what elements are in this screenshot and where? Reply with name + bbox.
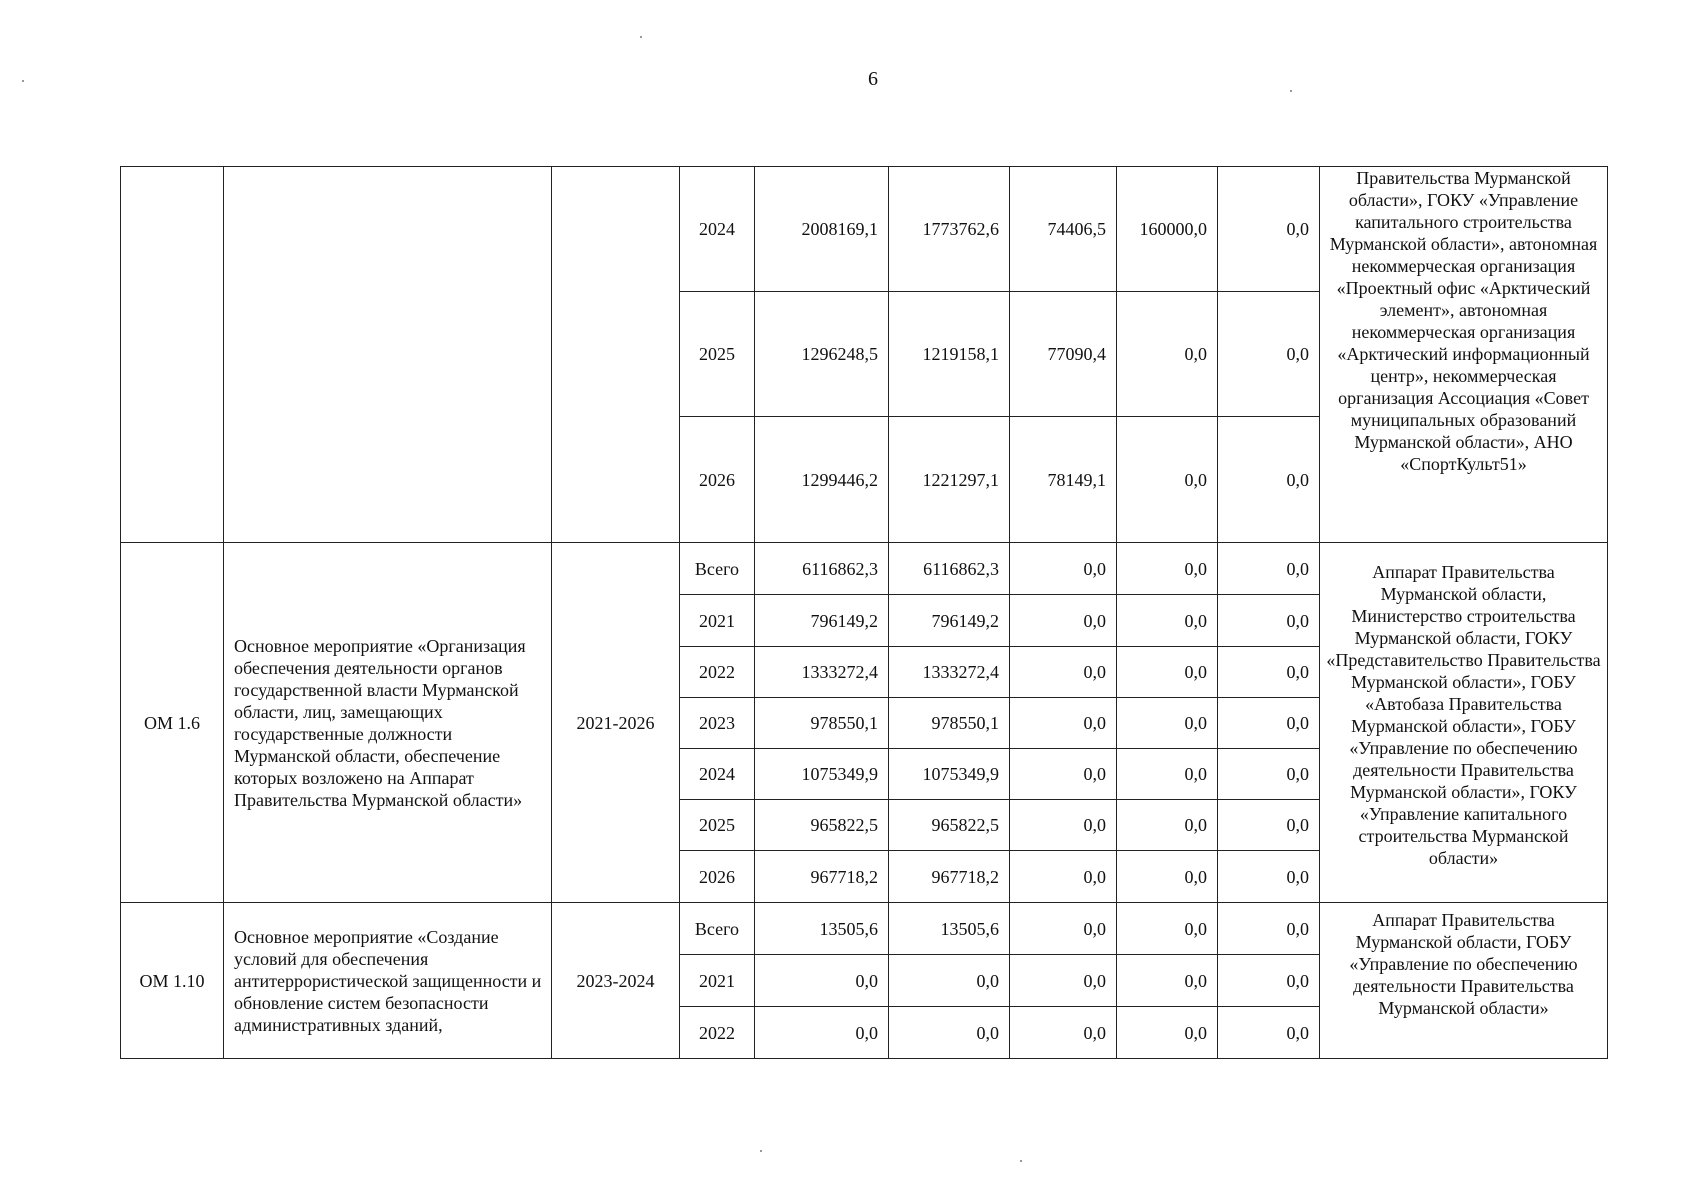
total-cell: 1333272,4 (755, 647, 889, 698)
value-cell: 1333272,4 (889, 647, 1010, 698)
total-cell: 978550,1 (755, 698, 889, 749)
total-cell: 0,0 (755, 955, 889, 1007)
value-cell: 0,0 (1218, 595, 1320, 647)
year-cell: 2021 (680, 955, 755, 1007)
value-cell: 0,0 (1218, 167, 1320, 292)
code-cell: ОМ 1.6 (121, 543, 224, 903)
value-cell: 0,0 (1117, 698, 1218, 749)
value-cell: 0,0 (1218, 698, 1320, 749)
value-cell: 1219158,1 (889, 292, 1010, 417)
scan-speck (1020, 1160, 1022, 1162)
year-cell: 2022 (680, 647, 755, 698)
scan-speck (760, 1150, 762, 1152)
value-cell: 0,0 (1117, 647, 1218, 698)
value-cell: 0,0 (1010, 595, 1117, 647)
name-cell: Основное мероприятие «Организация обеспечения деятельности органов государственной власти Мурманской области, лиц, замещающих государственные должности Мурманской области, обеспечение которых возложено на Аппарат Правительства Мурманской области» (224, 543, 552, 903)
value-cell: 965822,5 (889, 800, 1010, 851)
year-cell: Всего (680, 543, 755, 595)
year-cell: 2024 (680, 167, 755, 292)
executor-cell: Аппарат Правительства Мурманской области, Министерство строительства Мурманской области, ГОКУ «Представительство Правительства Мурманской области», ГОБУ «Автобаза Правительства Мурманской области», ГОБУ «Управление по обеспечению деятельности Правительства Мурманской области», ГОКУ «Управление капитального строительства Мурманской области» (1320, 543, 1608, 903)
year-cell: 2026 (680, 417, 755, 543)
value-cell: 0,0 (1218, 647, 1320, 698)
year-cell: 2023 (680, 698, 755, 749)
value-cell: 0,0 (1010, 647, 1117, 698)
code-cell: ОМ 1.10 (121, 903, 224, 1059)
value-cell: 0,0 (1117, 417, 1218, 543)
table-row (121, 903, 1608, 955)
period-cell: 2023-2024 (552, 903, 680, 1059)
value-cell: 0,0 (1010, 698, 1117, 749)
value-cell: 0,0 (1218, 800, 1320, 851)
value-cell: 0,0 (1117, 903, 1218, 955)
total-cell: 13505,6 (755, 903, 889, 955)
total-cell: 0,0 (755, 1007, 889, 1059)
value-cell: 0,0 (1218, 417, 1320, 543)
total-cell: 965822,5 (755, 800, 889, 851)
value-cell: 0,0 (1117, 543, 1218, 595)
total-cell: 796149,2 (755, 595, 889, 647)
value-cell: 0,0 (1010, 1007, 1117, 1059)
year-cell: 2022 (680, 1007, 755, 1059)
value-cell: 0,0 (1117, 595, 1218, 647)
year-cell: 2024 (680, 749, 755, 800)
page-number: 6 (868, 68, 878, 90)
value-cell: 160000,0 (1117, 167, 1218, 292)
value-cell: 0,0 (1218, 543, 1320, 595)
value-cell: 0,0 (1010, 800, 1117, 851)
value-cell: 1221297,1 (889, 417, 1010, 543)
value-cell: 77090,4 (1010, 292, 1117, 417)
total-cell: 1075349,9 (755, 749, 889, 800)
total-cell: 967718,2 (755, 851, 889, 903)
value-cell: 0,0 (1117, 955, 1218, 1007)
year-cell: 2026 (680, 851, 755, 903)
value-cell: 0,0 (1218, 749, 1320, 800)
value-cell: 0,0 (1218, 955, 1320, 1007)
total-cell: 2008169,1 (755, 167, 889, 292)
table-row (121, 543, 1608, 595)
executor-cell: Аппарат Правительства Мурманской области, ГОБУ «Управление по обеспечению деятельности Правительства Мурманской области» (1320, 903, 1608, 1059)
value-cell: 796149,2 (889, 595, 1010, 647)
value-cell: 0,0 (889, 1007, 1010, 1059)
executor-cell: Правительства Мурманской области», ГОКУ «Управление капитального строительства Мурманской области», автономная некоммерческая организация «Проектный офис «Арктический элемент», автономная некоммерческая организация «Арктический информационный центр», некоммерческая организация Ассоциация «Совет муниципальных образований Мурманской области», АНО «СпортКульт51» (1320, 167, 1608, 543)
year-cell: Всего (680, 903, 755, 955)
value-cell: 0,0 (1117, 292, 1218, 417)
value-cell: 0,0 (1010, 851, 1117, 903)
total-cell: 6116862,3 (755, 543, 889, 595)
value-cell: 0,0 (1218, 851, 1320, 903)
table-row (121, 167, 1608, 292)
period-cell (552, 167, 680, 543)
value-cell: 0,0 (1117, 1007, 1218, 1059)
value-cell: 0,0 (1010, 903, 1117, 955)
value-cell: 74406,5 (1010, 167, 1117, 292)
value-cell: 0,0 (1010, 543, 1117, 595)
scan-speck (1290, 90, 1292, 92)
value-cell: 1773762,6 (889, 167, 1010, 292)
value-cell: 13505,6 (889, 903, 1010, 955)
year-cell: 2025 (680, 800, 755, 851)
value-cell: 78149,1 (1010, 417, 1117, 543)
year-cell: 2025 (680, 292, 755, 417)
name-cell (224, 167, 552, 543)
code-cell (121, 167, 224, 543)
name-cell: Основное мероприятие «Создание условий для обеспечения антитеррористической защищенности и обновление систем безопасности административных зданий, (224, 903, 552, 1059)
total-cell: 1296248,5 (755, 292, 889, 417)
value-cell: 0,0 (1117, 749, 1218, 800)
value-cell: 0,0 (1117, 851, 1218, 903)
value-cell: 1075349,9 (889, 749, 1010, 800)
value-cell: 0,0 (1010, 749, 1117, 800)
value-cell: 0,0 (1218, 1007, 1320, 1059)
value-cell: 0,0 (1218, 292, 1320, 417)
value-cell: 978550,1 (889, 698, 1010, 749)
year-cell: 2021 (680, 595, 755, 647)
value-cell: 6116862,3 (889, 543, 1010, 595)
value-cell: 0,0 (1010, 955, 1117, 1007)
value-cell: 967718,2 (889, 851, 1010, 903)
value-cell: 0,0 (889, 955, 1010, 1007)
scan-speck (640, 36, 642, 38)
value-cell: 0,0 (1218, 903, 1320, 955)
value-cell: 0,0 (1117, 800, 1218, 851)
scan-speck (22, 80, 24, 82)
period-cell: 2021-2026 (552, 543, 680, 903)
financing-table (120, 166, 1608, 1059)
total-cell: 1299446,2 (755, 417, 889, 543)
